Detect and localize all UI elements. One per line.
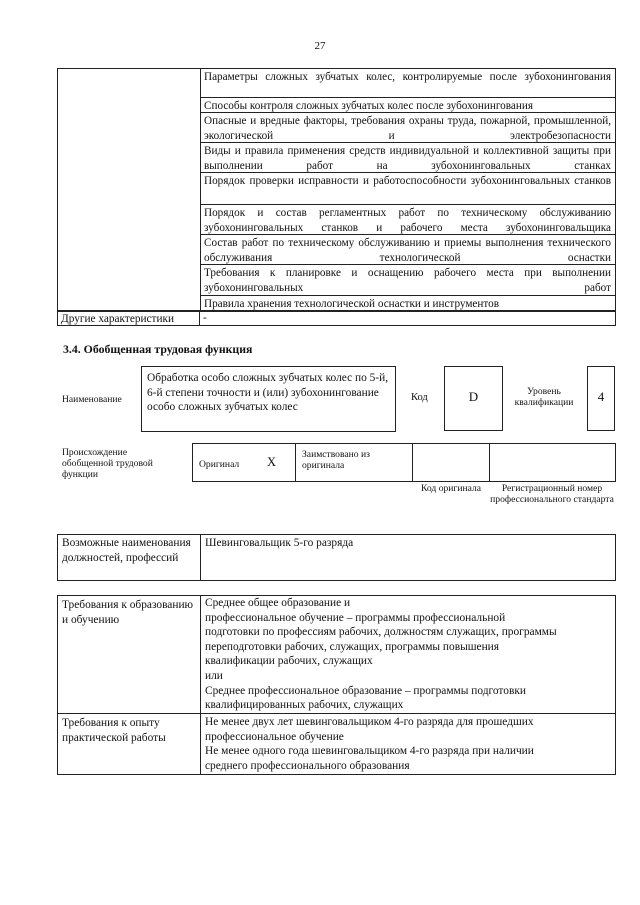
requirement-cell: Порядок и состав регламентных работ по техническому обслуживанию зубохонинговальных станков и рабочего места зубохонинговальщика (200, 205, 616, 235)
reg-number-label: Регистрационный номер профессионального стандарта (490, 483, 614, 505)
requirements-divider (200, 595, 201, 775)
origin-label: Происхождение обобщенной трудовой функции (62, 447, 153, 480)
text-line: Среднее профессиональное образование – программы подготовки (205, 684, 526, 697)
text-line: квалификации рабочих, служащих (205, 655, 373, 668)
name-label: Наименование (62, 394, 122, 405)
other-characteristics-label: Другие характеристики (57, 311, 200, 326)
code-value: D (444, 366, 503, 431)
requirement-cell: Порядок проверки исправности и работоспособности зубохонинговальных станков (200, 173, 616, 205)
text-line: переподготовки рабочих, служащих, программы повышения (205, 640, 500, 653)
experience-label: Требования к опыту практической работы (62, 717, 166, 744)
text-line: Среднее общее образование и (205, 597, 351, 609)
requirement-cell: Параметры сложных зубчатых колес, контролируемые после зубохонингования (200, 68, 616, 98)
requirement-cell: Правила хранения технологической оснастки и инструментов (200, 296, 616, 311)
text-line: Не менее одного года шевинговальщиком 4-го разряда при наличии (205, 745, 534, 758)
original-label: Оригинал (199, 459, 240, 470)
qualification-level-value: 4 (587, 366, 615, 431)
section-heading: 3.4. Обобщенная трудовая функция (63, 342, 253, 356)
reg-number-cell (489, 443, 616, 482)
experience-value (205, 715, 610, 773)
requirement-cell: Способы контроля сложных зубчатых колес после зубохонингования (200, 98, 616, 113)
borrowed-label: Заимствовано из оригинала (295, 443, 412, 482)
text-line: или (205, 669, 223, 682)
requirement-cell: Опасные и вредные факторы, требования охраны труда, пожарной, промышленной, экологической и электробезопасности (200, 113, 616, 143)
requirements-row-divider (57, 713, 616, 714)
requirement-cell: Состав работ по техническому обслуживанию и приемы выполнения технического обслуживания технологической оснастки (200, 235, 616, 265)
original-mark: X (267, 455, 277, 469)
text-line: среднего профессионального образования (205, 759, 410, 772)
education-value (205, 596, 610, 713)
code-original-cell (412, 443, 489, 482)
code-label: Код (411, 392, 428, 403)
requirement-cell: Требования к планировке и оснащению рабочего места при выполнении зубохонинговальных работ (200, 265, 616, 296)
other-characteristics-value: - (200, 311, 616, 326)
text-line: профессиональное обучение (205, 730, 344, 743)
positions-value: Шевинговальщик 5-го разряда (205, 537, 354, 549)
text-line: подготовки по профессиям рабочих, должностям служащих, программы (205, 626, 557, 639)
text-line: квалифицированных рабочих, служащих (205, 699, 404, 712)
requirement-cell: Виды и правила применения средств индивидуальной и коллективной защиты при выполнении работ на зубохонинговальных станках (200, 143, 616, 173)
function-name-value: Обработка особо сложных зубчатых колес по 5-й, 6-й степени точности и (или) зубохонингование особо сложных зубчатых колес (141, 366, 396, 432)
text-line: Не менее двух лет шевинговальщиком 4-го разряда для прошедших (205, 716, 534, 728)
code-original-label: Код оригинала (420, 483, 482, 494)
qualification-level-label: Уровень квалификации (514, 386, 574, 408)
positions-divider (200, 534, 201, 581)
positions-label: Возможные наименования должностей, профессий (62, 537, 191, 564)
text-line: профессиональное обучение – программы профессиональной (205, 611, 506, 624)
education-label: Требования к образованию и обучению (62, 599, 194, 626)
empty-label-cell (57, 68, 200, 311)
page-number: 27 (314, 40, 326, 52)
